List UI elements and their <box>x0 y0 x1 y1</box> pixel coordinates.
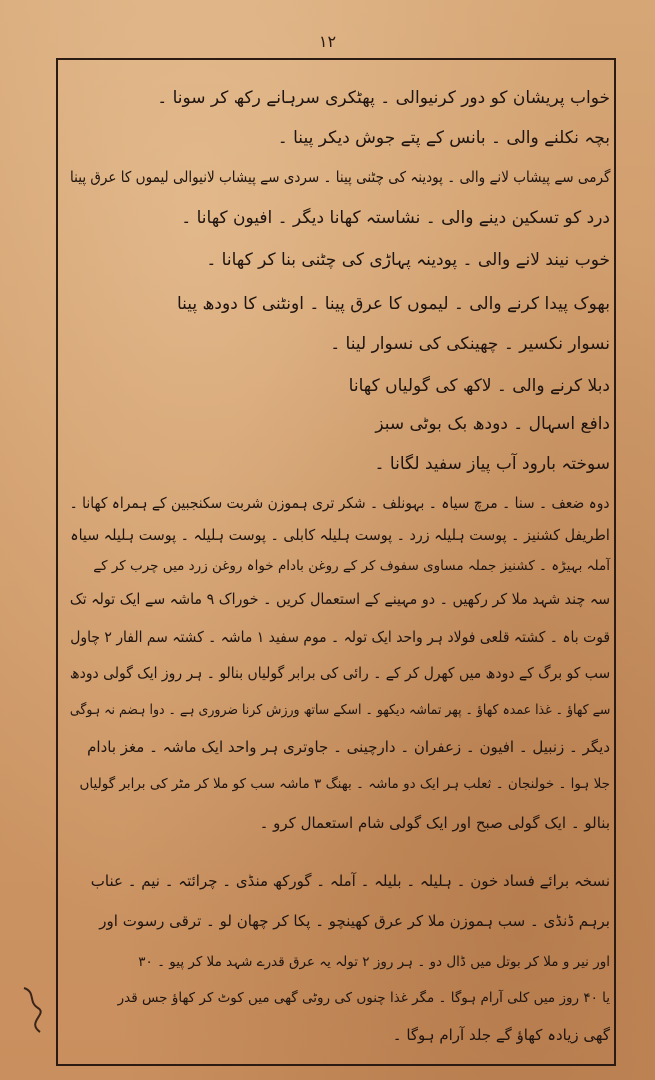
text-line: بنالو ۔ ایک گولی صبح اور ایک گولی شام استعمال کرو ۔ <box>259 814 610 832</box>
text-line: خوب نیند لانے والی ۔ پودینہ پہاڑی کی چٹنی بنا کر کھانا ۔ <box>206 250 610 270</box>
text-line: گھی زیادہ کھاؤ گے جلد آرام ہوگا ۔ <box>392 1026 610 1044</box>
text-line: سہ چند شہد ملا کر رکھیں ۔ دو مہینے کے استعمال کریں ۔ خوراک ۹ ماشہ سے ایک تولہ تک <box>69 590 611 608</box>
text-line: آملہ بہیڑہ ۔ کشنیز جملہ مساوی سفوف کر کے روغن بادام خواہ روغن زرد میں چرب کر کے <box>93 558 610 574</box>
text-line: یا ۴۰ روز میں کلی آرام ہوگا ۔ مگر غذا چنوں کی روٹی گھی میں کوٹ کر کھاؤ جس قدر <box>117 990 610 1006</box>
text-line: سے کھاؤ ۔ غذا عمدہ کھاؤ ۔ پھر تماشہ دیکھو ۔ اسکے ساتھ ورزش کرنا ضروری ہے ۔ دوا ہضم نہ ہوگی <box>69 702 610 718</box>
text-line: خواب پریشان کو دور کرنیوالی ۔ پھٹکری سرہانے رکھ کر سونا ۔ <box>157 88 610 108</box>
text-line: بھوک پیدا کرنے والی ۔ لیموں کا عرق پینا ۔ اونٹنی کا دودھ پینا <box>176 294 610 314</box>
text-line: دیگر ۔ زنبیل ۔ افیون ۔ زعفران ۔ دارچینی ۔ جاوتری ہر واحد ایک ماشہ ۔ مغز بادام <box>87 738 610 756</box>
text-line: سب کو برگ کے دودھ میں کھرل کر کے ۔ رائی کی برابر گولیاں بنالو ۔ ہر روز ایک گولی دودھ <box>69 664 610 682</box>
text-line: دبلا کرنے والی ۔ لاکھ کی گولیاں کھانا <box>348 376 610 396</box>
text-line: دوہ ضعف ۔ سنا ۔ مرچ سیاہ ۔ بہونلف ۔ شکر تری ہموزن شربت سکنجبین کے ہمراہ کھانا ۔ <box>70 494 610 512</box>
text-line: جلا ہوا ۔ خولنجان ۔ ثعلب ہر ایک دو ماشہ ۔ بھنگ ۳ ماشہ سب کو ملا کر مٹر کی برابر گولیاں <box>79 776 610 792</box>
text-line: دافع اسہال ۔ دودھ بک بوٹی سبز <box>375 414 610 434</box>
text-line: اور نیر و ملا کر بوتل میں ڈال دو ۔ ہر روز ۲ تولہ یہ عرق قدرے شہد ملا کر پیو ۔ ۳۰ <box>138 954 610 970</box>
text-line: نسخہ برائے فساد خون ۔ ہلیلہ ۔ بلیلہ ۔ آملہ ۔ گورکھ منڈی ۔ چرائتہ ۔ نیم ۔ عناب <box>90 872 610 890</box>
text-body <box>66 64 610 1064</box>
page-number: ١٢ <box>318 32 337 51</box>
text-line: گرمی سے پیشاب لانے والی ۔ پودینہ کی چٹنی پینا ۔ سردی سے پیشاب لانیوالی لیموں کا عرق پینا <box>69 168 610 186</box>
text-line: درد کو تسکین دینے والی ۔ نشاستہ کھانا دیگر ۔ افیون کھانا ۔ <box>181 208 610 228</box>
text-line: اطریفل کشنیز ۔ پوست ہلیلہ زرد ۔ پوست ہلیلہ کابلی ۔ پوست ہلیلہ ۔ پوست ہلیلہ سیاہ <box>70 526 610 544</box>
text-line: نسوار نکسیر ۔ چھینکی کی نسوار لینا ۔ <box>330 334 610 354</box>
text-line: بچہ نکلنے والی ۔ بانس کے پتے جوش دیکر پینا ۔ <box>277 128 610 148</box>
margin-scribble-icon <box>14 980 54 1040</box>
text-line: قوت باہ ۔ کشتہ قلعی فولاد ہر واحد ایک تولہ ۔ موم سفید ۱ ماشہ ۔ کشتہ سم الفار ۲ چاول <box>70 628 610 646</box>
text-line: سوختہ بارود آب پیاز سفید لگانا ۔ <box>374 454 610 474</box>
text-line: برہم ڈنڈی ۔ سب ہموزن ملا کر عرق کھینچو ۔ پکا کر چھان لو ۔ ترقی رسوت اور <box>99 912 610 930</box>
